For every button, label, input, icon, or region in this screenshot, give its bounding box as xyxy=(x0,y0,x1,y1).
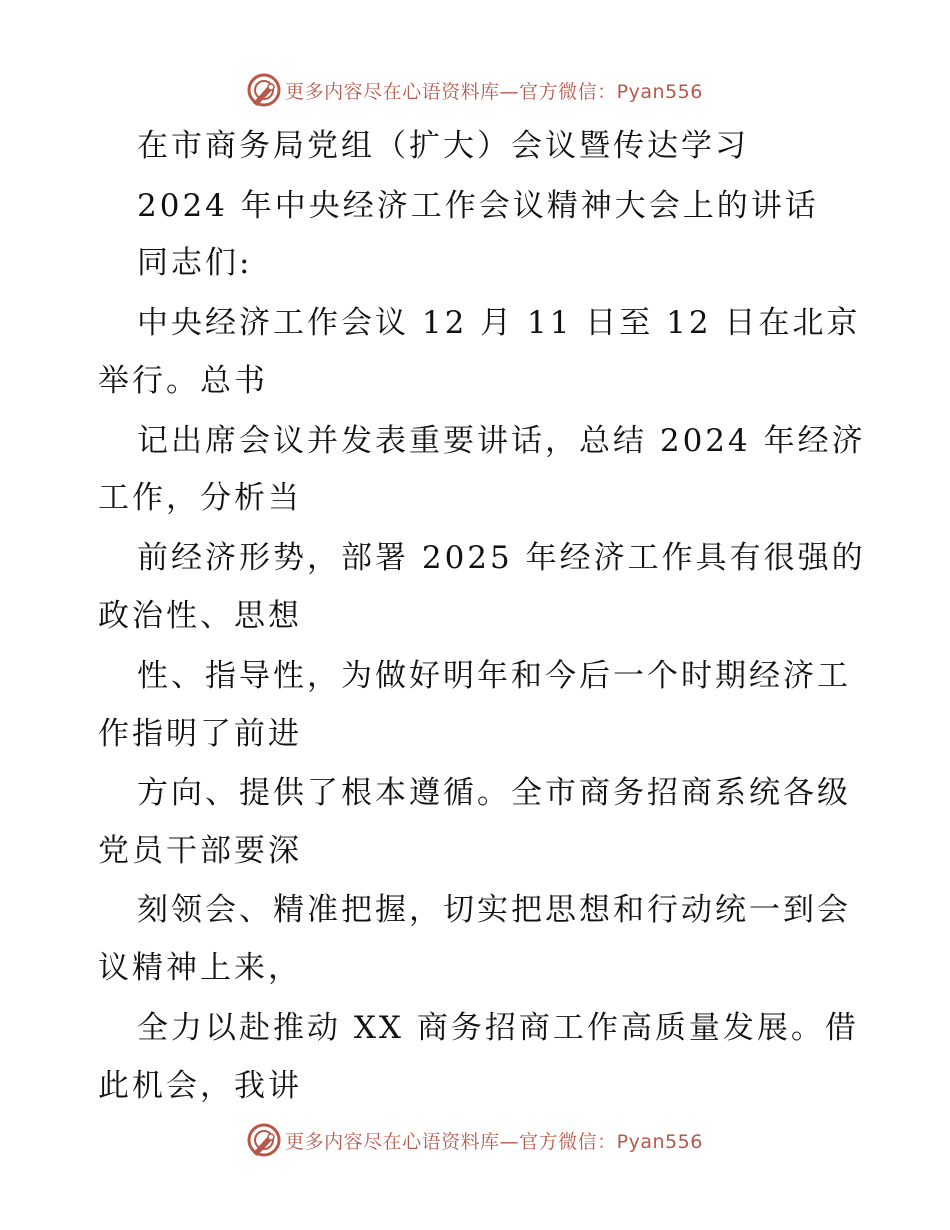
paragraph-line: 议精神上来， xyxy=(98,950,302,986)
paragraph-line: 此机会，我讲 xyxy=(98,1068,302,1104)
watermark-text: 更多内容尽在心语资料库—官方微信：Pyan556 xyxy=(285,1130,703,1153)
paragraph-line: 性、指导性，为做好明年和今后一个时期经济工 xyxy=(137,658,851,694)
paragraph-line: 工作，分析当 xyxy=(98,480,302,516)
paragraph-line: 作指明了前进 xyxy=(98,716,302,752)
pen-logo-icon xyxy=(247,1123,281,1157)
pen-logo-icon xyxy=(247,73,281,107)
footer-watermark xyxy=(0,1122,950,1158)
paragraph-line: 刻领会、精准把握，切实把思想和行动统一到会 xyxy=(137,892,851,928)
paragraph-line: 全力以赴推动 XX 商务招商工作高质量发展。借 xyxy=(137,1010,859,1046)
paragraph-line: 方向、提供了根本遵循。全市商务招商系统各级 xyxy=(137,775,851,811)
paragraph-line: 中央经济工作会议 12 月 11 日至 12 日在北京 xyxy=(137,305,861,341)
paragraph-line: 党员干部要深 xyxy=(98,833,302,869)
watermark-text: 更多内容尽在心语资料库—官方微信：Pyan556 xyxy=(285,80,703,103)
paragraph-line: 举行。总书 xyxy=(98,363,268,399)
paragraph-line: 前经济形势，部署 2025 年经济工作具有很强的 xyxy=(137,540,866,576)
header-watermark xyxy=(0,72,950,108)
salutation: 同志们: xyxy=(137,245,253,281)
paragraph-line: 记出席会议并发表重要讲话，总结 2024 年经济 xyxy=(137,423,866,459)
title-line-1: 在市商务局党组（扩大）会议暨传达学习 xyxy=(137,128,749,164)
paragraph-line: 政治性、思想 xyxy=(98,598,302,634)
title-line-2: 2024 年中央经济工作会议精神大会上的讲话 xyxy=(137,188,819,224)
